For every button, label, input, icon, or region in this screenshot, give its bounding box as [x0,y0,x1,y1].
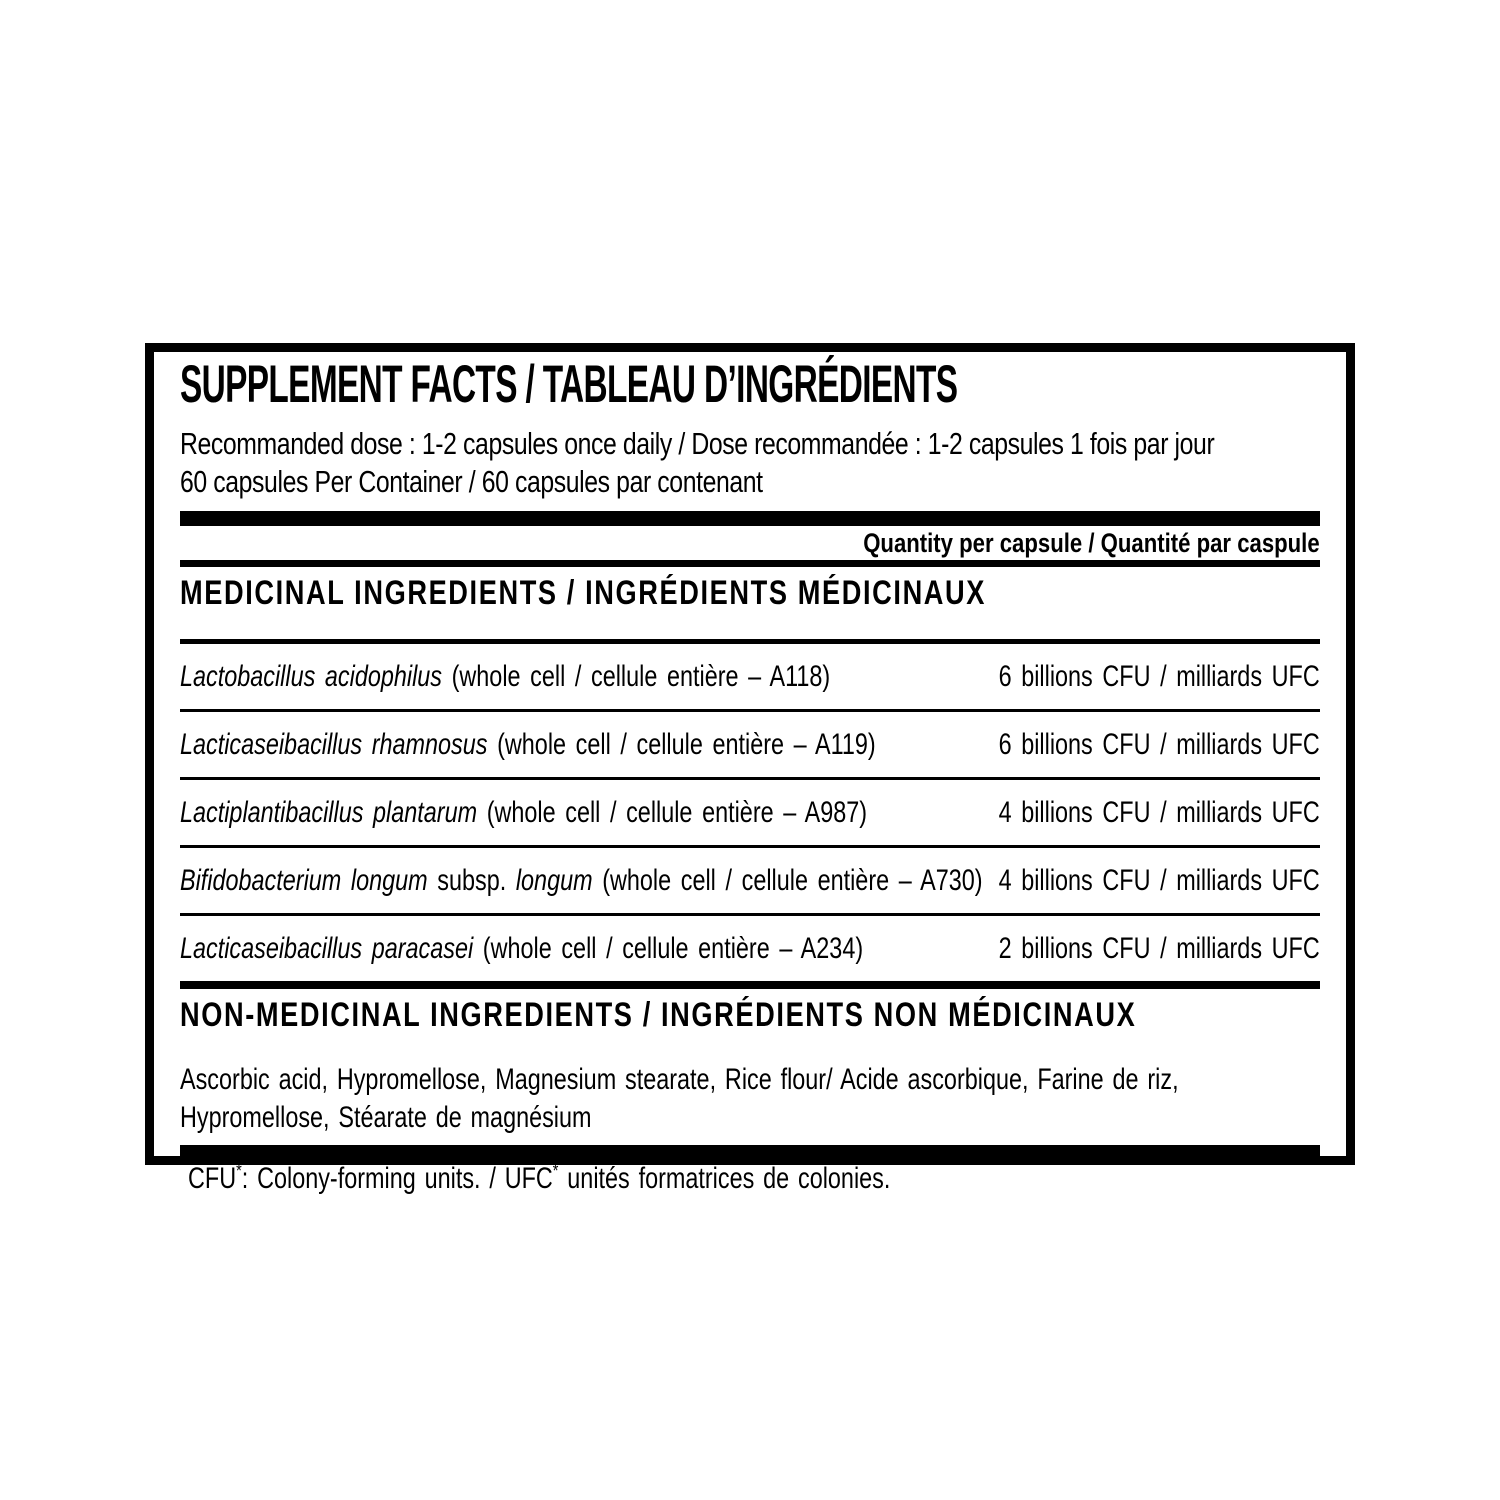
ingredient-quantity: 4 billions CFU / milliards UFC [998,863,1320,897]
ingredient-quantity: 4 billions CFU / milliards UFC [998,795,1320,829]
divider-bar-top [180,511,1320,526]
quantity-header: Quantity per capsule / Quantité par caspule [863,528,1320,558]
ingredient-row [180,916,1320,981]
dose-line-1: Recommanded dose : 1-2 capsules once daily / Dose recommandée : 1-2 capsules 1 fois par jour [180,426,1215,461]
non-medicinal-line-1: Ascorbic acid, Hypromellose, Magnesium stearate, Rice flour/ Acide ascorbique, Farine de riz, [180,1063,1179,1097]
ingredient-quantity: 2 billions CFU / milliards UFC [998,931,1320,965]
dose-line-2: 60 capsules Per Container / 60 capsules par contenant [180,464,763,499]
ingredient-name: Lacticaseibacillus rhamnosus (whole cell / cellule entière – A119) [180,727,876,761]
divider-bar-under-quantity [180,560,1320,567]
footnote [180,1156,1320,1201]
supplement-facts-panel [145,343,1355,1196]
ingredient-name: Lactobacillus acidophilus (whole cell / cellule entière – A118) [180,659,831,693]
non-medicinal-line-2: Hypromellose, Stéarate de magnésium [180,1101,592,1135]
divider-bar-non-medicinal [180,981,1320,989]
panel-title [180,355,1320,414]
ingredient-row [180,712,1320,780]
ingredient-quantity: 6 billions CFU / milliards UFC [998,659,1320,693]
panel-title-text: SUPPLEMENT FACTS / TABLEAU D’INGRÉDIENTS [180,355,958,414]
ingredient-name: Bifidobacterium longum subsp. longum (whole cell / cellule entière – A730) [180,863,983,897]
medicinal-rows [180,644,1320,981]
non-medicinal-list [180,1061,1320,1137]
divider-bar-footnote [180,1145,1320,1156]
ingredient-name: Lacticaseibacillus paracasei (whole cell / cellule entière – A234) [180,931,864,965]
footnote-text: CFU*: Colony-forming units. / UFC* unités formatrices de colonies. [188,1160,891,1196]
non-medicinal-header: NON-MEDICINAL INGREDIENTS / INGRÉDIENTS NON MÉDICINAUX [180,996,1137,1035]
ingredient-row [180,644,1320,712]
ingredient-row [180,848,1320,916]
ingredient-quantity: 6 billions CFU / milliards UFC [998,727,1320,761]
medicinal-header: MEDICINAL INGREDIENTS / INGRÉDIENTS MÉDICINAUX [180,574,987,612]
ingredient-name: Lactiplantibacillus plantarum (whole cell / cellule entière – A987) [180,795,868,829]
ingredient-row [180,780,1320,848]
dose-info [180,425,1320,501]
